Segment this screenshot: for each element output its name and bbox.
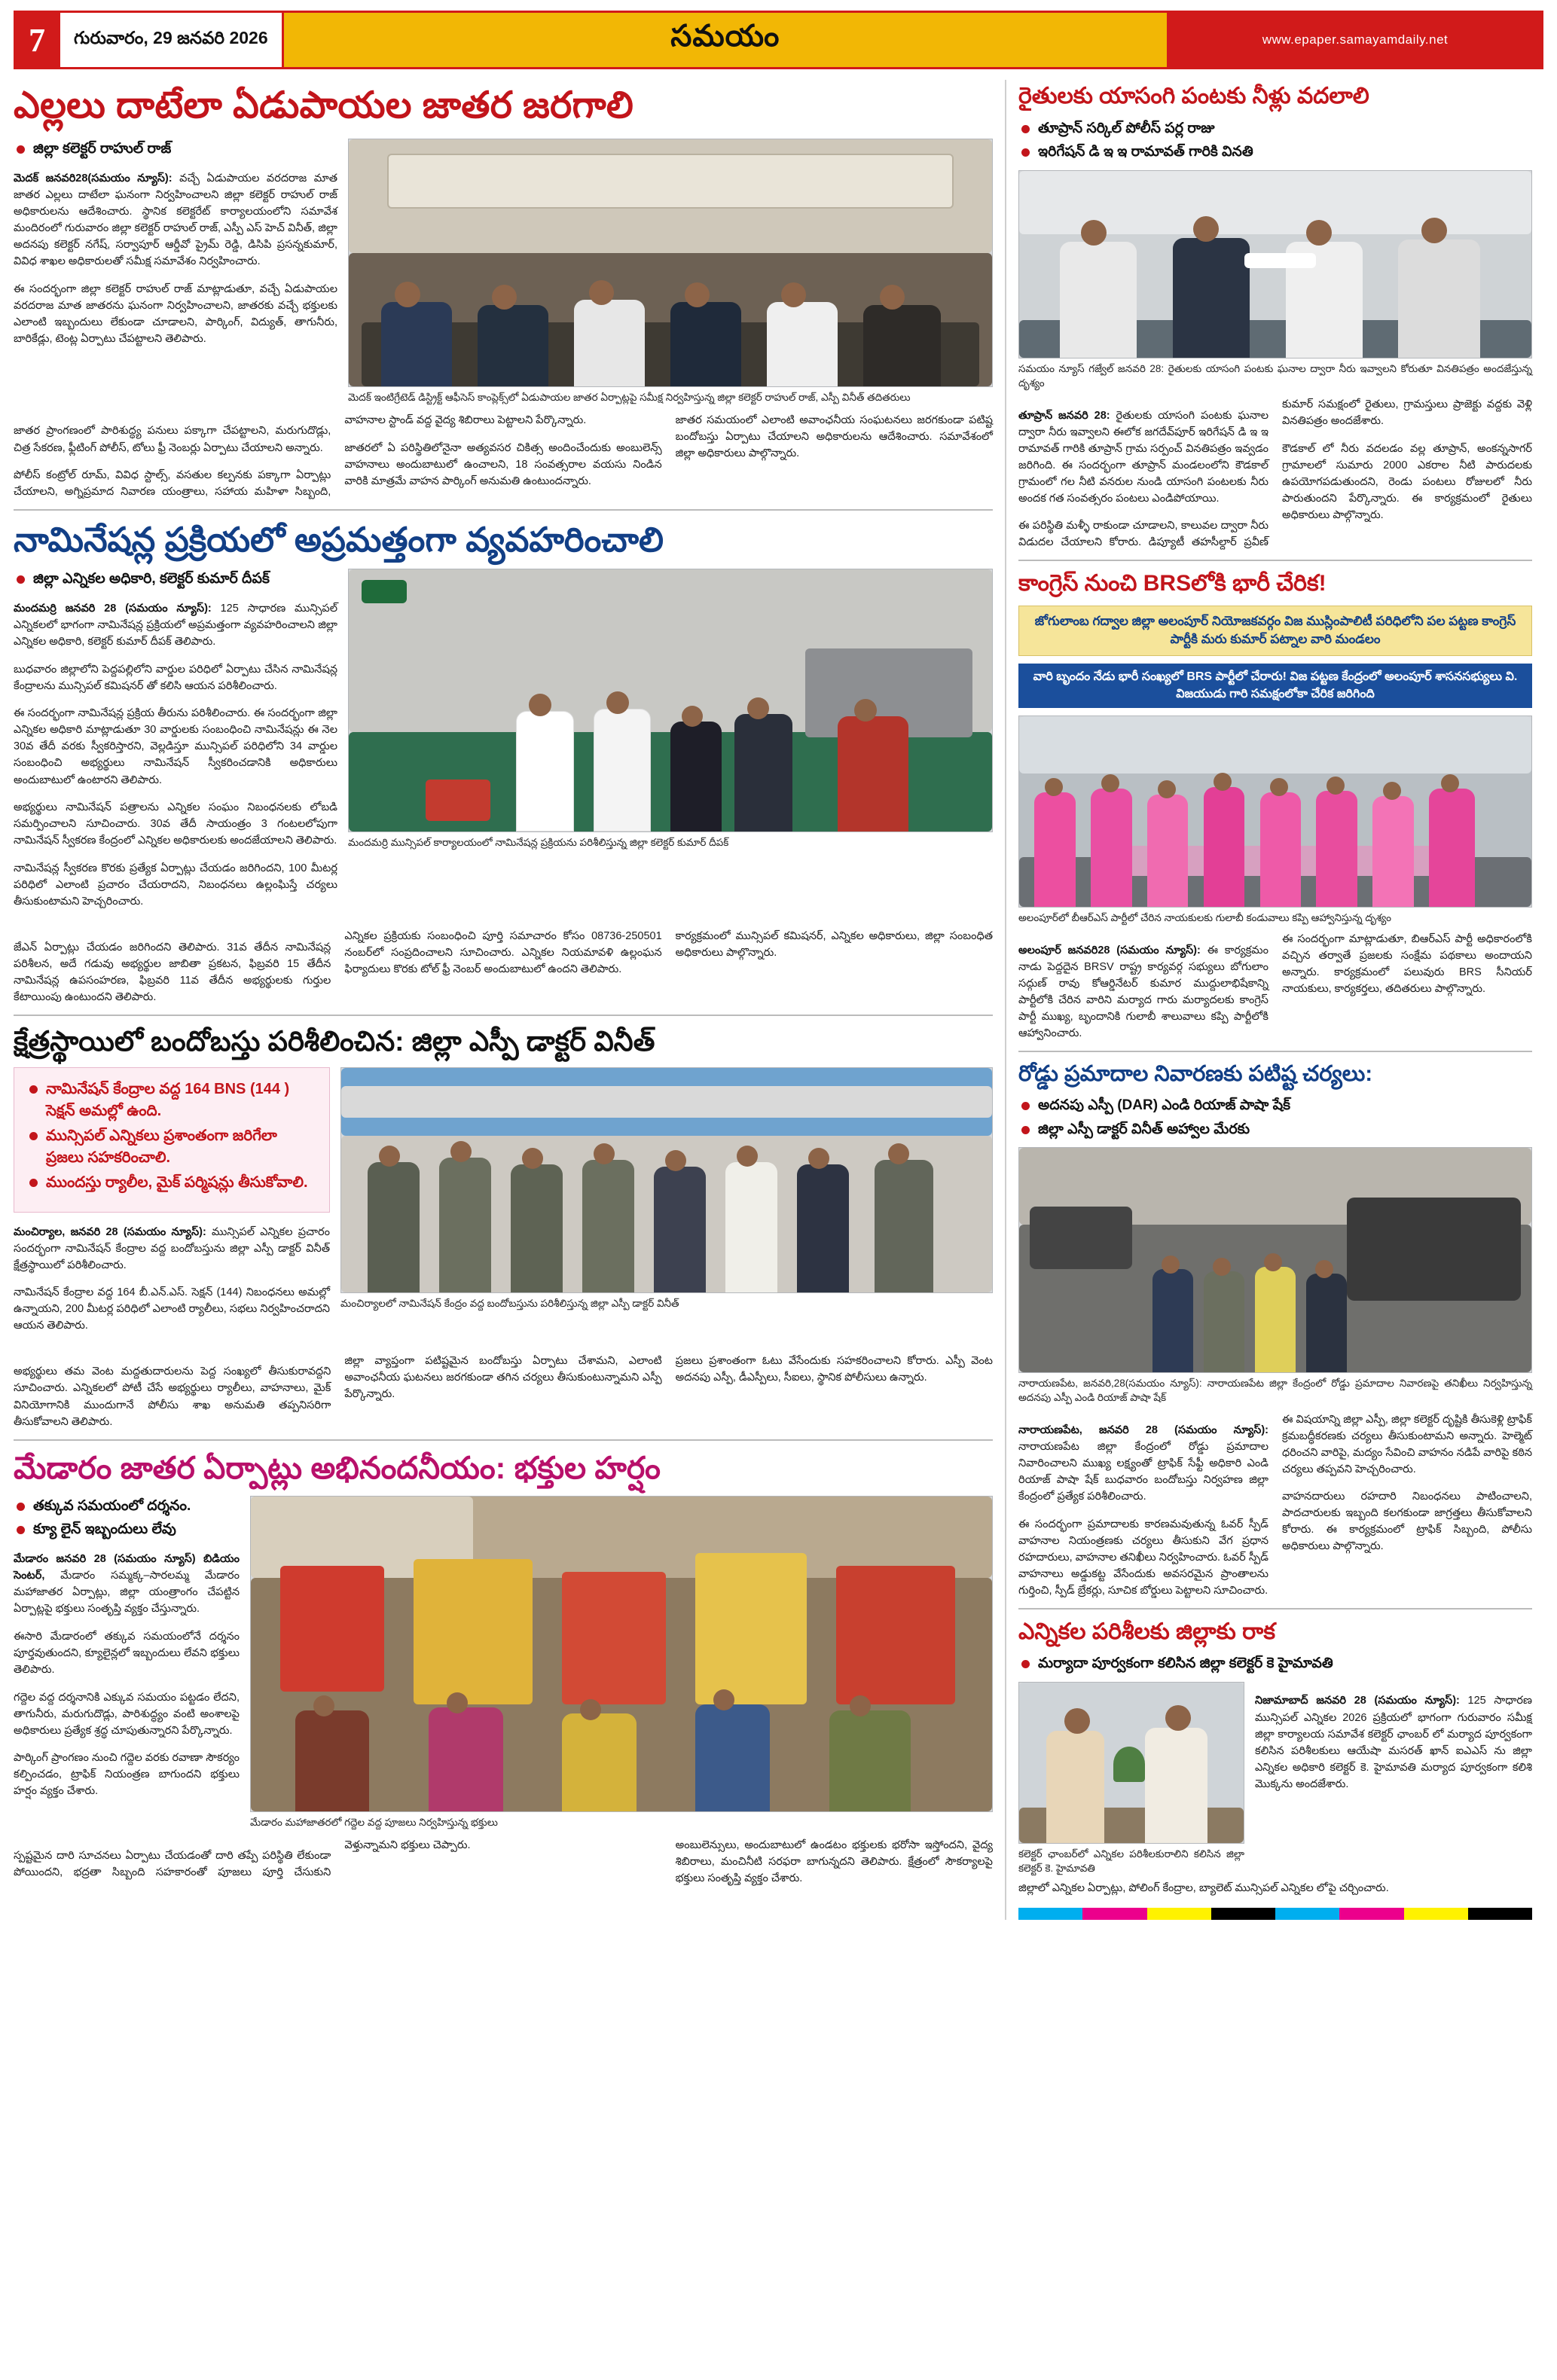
story3-para-0 — [14, 1224, 330, 1274]
story4-para-0 — [14, 1551, 240, 1617]
right2-body-0: ఈ కార్యక్రమం నాడు పెద్దదైన BRSV రాష్ట్ర కార్యవర్గ సభ్యులు బోగులాం సద్గుణ్ రావు కోఆర్డినేటర్ కుమార ముద్దులాభిషేకాన్ని పార్టీలోకి చేరిన వారిని మర్యాద గారు మర్యాదలకు కాంగ్రెస్ పార్టీ ముఖ్య, బృందానికి గులాబీ శాలువాలు కప్పి పార్టీలోకి ఆహ్వానించారు. — [1018, 944, 1268, 1039]
list-item: తక్కువ సమయంలో దర్శనం. — [14, 1496, 240, 1517]
list-item: ఇరిగేషన్ డి ఇ ఇ రామావత్ గారికి వినతి — [1018, 142, 1532, 163]
dateline: మెదక్ జనవరి28(సమయం న్యూస్): — [14, 172, 172, 185]
right3-body-1: ఈ సందర్భంగా ప్రమాదాలకు కారణమవుతున్న ఓవర్ స్పీడ్ వాహనాల నియంత్రణకు చర్యలు తీసుకుని వేగ ప్రధాన రహదారులు, వాహనాల తనిఖీలు నిర్వహించారు. ఓవర్ స్పీడ్ వాహనాలు అడ్డుకట్ట వేసేందుకు అవసరమైన ప్రాంతాలను గుర్తించి, స్పీడ్ బ్రేకర్లు, సూచిక బోర్డులు పెట్టాలని సూచించారు. — [1018, 1518, 1268, 1597]
list-item: తూప్రాన్ సర్కిల్ పోలీస్ పర్ల రాజు — [1018, 118, 1532, 139]
lead-headline: ఎల్లలు దాటేలా ఏడుపాయల జాతర జరగాలి — [14, 85, 634, 126]
dateline: తూప్రాన్ జనవరి 28: — [1018, 409, 1110, 422]
right2-headline: కాంగ్రెస్ నుంచి BRSలోకి భారీ చేరిక! — [1018, 571, 1327, 597]
article-road-safety — [1018, 1061, 1532, 1599]
right4-para-0 — [1255, 1692, 1532, 1792]
list-item: అదనపు ఎస్పీ (DAR) ఎండి రియాజ్ పాషా షేక్ — [1018, 1095, 1532, 1116]
story3-body-3: జిల్లా వ్యాప్తంగా పటిష్టమైన బందోబస్తు ఏర్పాటు చేశామని, ఎలాంటి అవాంఛనీయ ఘటనలు జరగకుండా తగిన చర్యలు తీసుకుంటున్నామని ఎస్పీ పేర్కొన్నారు. — [344, 1354, 662, 1400]
story4-bullets — [14, 1496, 240, 1540]
story3-highlight-box — [14, 1067, 330, 1213]
lead-body-5: జాతర సమయంలో ఎలాంటి అవాంఛనీయ సంఘటనలు జరగకుండా పటిష్ట బందోబస్తు ఏర్పాటు చేయాలని అధికారులను ఆదేశించారు. సమావేశంలో జిల్లా అధికారులు పాల్గొన్నారు. — [675, 413, 993, 460]
right2-blue-band: వారి బృందం నేడు భారీ సంఖ్యలో BRS పార్టీలో చేరారు! విజ పట్టణ కేంద్రంలో అలంపూర్ శాసనసభ్యులు వి. విజయుడు గారి సమక్షంలోకా చేరిక జరిగింది — [1018, 664, 1532, 708]
story3-body-0: మున్సిపల్ ఎన్నికల ప్రచారం సందర్భంగా నామినేషన్ కేంద్రాల వద్ద బందోబస్తును జిల్లా ఎస్పీ డాక్టర్ వినీత్ క్షేత్రస్థాయిలో పరిశీలించారు. — [14, 1225, 330, 1271]
right1-headline: రైతులకు యాసంగి పంటకు నీళ్లు వదలాలి — [1018, 84, 1369, 108]
right1-body-1: ఈ పరిస్థితి మళ్ళీ రాకుండా చూడాలని, కాలువల ద్వారా నీరు విడుదల చేయాలని కోరారు. డిప్యూటీ తహసీల్దార్ ప్రవీణ్ కుమార్ సమక్షంలో రైతులు, గ్రామస్తులు ప్రాజెక్టు వద్దకు వెళ్లి వినతిపత్రం అందజేశారు. — [1018, 398, 1532, 549]
story3-headline: క్షేత్రస్థాయిలో బందోబస్తు పరిశీలించిన: జిల్లా ఎస్పీ డాక్టర్ వినీత్ — [14, 1025, 655, 1057]
list-item: జిల్లా కలెక్టర్ రాహుల్ రాజ్ — [14, 139, 337, 160]
page-number: 7 — [14, 13, 60, 67]
photo-sp-inspection — [340, 1067, 993, 1293]
right4-body-0: 125 సాధారణ మున్సిపల్ ఎన్నికల 2026 ప్రక్రియలో భాగంగా గురువారం సమీక్ష జిల్లా కార్యాలయ సమావేశ కలెక్టర్ ఛాంబర్ లో మర్యాద పూర్వకంగా కలిసిన పరిశీలకులు ఆయేషా మసరత్ ఖాన్ ఐఎఎస్ ను జిల్లా ఎన్నికల అధికారి కలెక్టర్ కె. హైమావతి మర్యాద పూర్వకంగా కలిశి మొక్కను అందజేశారు. — [1255, 1695, 1532, 1790]
right2-photo-caption: అలంపూర్‌లో బీఆర్ఎస్ పార్టీలో చేరిన నాయకులకు గులాబీ కండువాలు కప్పి ఆహ్వానిస్తున్న దృశ్యం — [1018, 911, 1391, 923]
story4-body-0: మేడారం సమ్మక్క–సారలమ్మ మేడారం మహాజాతర ఏర్పాట్లు, జిల్లా యంత్రాంగం చేపట్టిన ఏర్పాట్లపై భక్తులు సంతృప్తి వ్యక్తం చేస్తున్నారు. — [14, 1570, 240, 1616]
dateline: నిజామాబాద్ జనవరి 28 (సమయం న్యూస్): — [1255, 1695, 1460, 1707]
article-brs-joining — [1018, 570, 1532, 1042]
right3-photo-caption: నారాయణపేట, జనవరి,28(సమయం న్యూస్): నారాయణపేట జిల్లా కేంద్రంలో రోడ్డు ప్రమాదాల నివారణపై తనిఖీలు నిర్వహిస్తున్న అదనపు ఎస్పీ ఎండి రియాజ్ పాషా షేక్ — [1018, 1378, 1532, 1404]
article-nominations — [14, 520, 993, 1005]
story3-body-1: నామినేషన్ కేంద్రాల వద్ద 164 బీ.ఎన్.ఎస్. సెక్షన్ (144) నిబంధనలు అమల్లో ఉన్నాయని, 200 మీటర్ల పరిధిలో ఎలాంటి ర్యాలీలు, సభలు నిర్వహించరాదని ఆయన తెలిపారు. — [14, 1286, 330, 1332]
story4-body-4: స్పష్టమైన దారి సూచనలు ఏర్పాటు చేయడంతో దారి తప్పే పరిస్థితి లేకుండా పోయిందని, భద్రతా సిబ్బంది సహకారంతో పూజలు పూర్తి చేసుకుని వెళ్తున్నామని భక్తులు చెప్పారు. — [14, 1838, 471, 1879]
story4-body-columns — [14, 1837, 993, 1887]
list-item: మున్సిపల్ ఎన్నికలు ప్రశాంతంగా జరిగేలా ప్రజలు సహకరించాలి. — [26, 1125, 317, 1169]
right4-bullets — [1018, 1653, 1532, 1674]
photo-collector-observer — [1018, 1682, 1244, 1844]
dateline: మేడారం జనవరి 28 (సమయం న్యూస్) బిడియం సెంటర్, — [14, 1553, 240, 1582]
list-item: నామినేషన్ కేంద్రాల వద్ద 164 BNS (144 ) సెక్షన్ అమల్లో ఉంది. — [26, 1079, 317, 1122]
right3-para-0 — [1018, 1422, 1268, 1505]
right2-body — [1018, 931, 1532, 1042]
list-item: క్యూ లైన్ ఇబ్బందులు లేవు — [14, 1519, 240, 1540]
epaper-url[interactable]: www.epaper.samayamdaily.net — [1167, 13, 1543, 67]
right4-headline: ఎన్నికల పరిశీలకు జిల్లాకు రాక — [1018, 1619, 1276, 1644]
story4-photo-caption: మేడారం మహాజాతరలో గద్దెల వద్ద పూజలు నిర్వహిస్తున్న భక్తులు — [250, 1816, 498, 1828]
right1-body — [1018, 396, 1532, 551]
lead-bullets — [14, 139, 337, 160]
right1-bullets — [1018, 118, 1532, 163]
publication-title: సమయం — [284, 13, 1167, 67]
right3-body-2: ఈ విషయాన్ని జిల్లా ఎస్పీ, జిల్లా కలెక్టర్ దృష్టికి తీసుకెళ్లి ట్రాఫిక్ క్రమబద్ధీకరణకు చర్యలు తీసుకుంటామని అన్నారు. హెల్మెట్ ధరించని వారిపై, మద్యం సేవించి వాహనం నడిపే వారిపై కఠిన చర్యలు తప్పవని హెచ్చరించారు. — [1282, 1413, 1532, 1475]
story3-photo-caption: మంచిర్యాలలో నామినేషన్ కేంద్రం వద్ద బందోబస్తును పరిశీలిస్తున్న జిల్లా ఎస్పీ డాక్టర్ వినీత్ — [340, 1298, 679, 1310]
left-column — [14, 80, 993, 1920]
right3-body-0: నారాయణపేట జిల్లా కేంద్రంలో రోడ్డు ప్రమాదాల నివారించాలని ముఖ్య లక్ష్యంతో ట్రాఫిక్ సేఫ్టీ అధికారి ఎండి రియాజ్ పాషా షేక్ బుధవారం బందోబస్తు నిర్వహణ జిల్లా కేంద్రంలో ప్రత్యేక పరిశీలించారు. — [1018, 1441, 1268, 1503]
list-item: మర్యాదా పూర్వకంగా కలిసిన జిల్లా కలెక్టర్ కె హైమావతి — [1018, 1653, 1532, 1674]
article-election-observer — [1018, 1619, 1532, 1896]
dateline: అలంపూర్ జనవరి28 (సమయం న్యూస్): — [1018, 944, 1201, 957]
right2-yellow-band: జోగులాంబ గద్వాల జిల్లా అలంపూర్ నియోజకవర్గం విజ ముస్లింపాలిటీ పరిధిలోని పల పట్టణ కాంగ్రెస్ పార్టీకి మరు కుమార్ పట్నాల వారి మండలం — [1018, 606, 1532, 656]
story2-headline: నామినేషన్ల ప్రక్రియలో అప్రమత్తంగా వ్యవహరించాలి — [14, 520, 664, 560]
story4-body-3: పార్కింగ్ ప్రాంగణం నుంచి గద్దెల వరకు రవాణా సౌకర్యం కల్పించడం, ట్రాఫిక్ నియంత్రణ బాగుందని భక్తులు హర్షం వ్యక్తం చేశారు. — [14, 1752, 240, 1798]
right1-body-0: రైతులకు యాసంగి పంటకు ఘనాల ద్వారా నీరు ఇవ్వాలని ఈలోక జగదేవ్‌పూర్ ఇరిగేషన్ డి ఇ ఇ రామావత్ గారికి తూప్రాన్ గ్రామ సర్పంచ్ వినతిపత్రం ఇవ్వడం జరిగింది. ఈ సందర్భంగా తూప్రాన్ మండలంలోని కౌడకాల్ గ్రామంలో గల నీటి వనరుల నుండి యాసంగి పంటలకు నీరు అందక గత సంవత్సరం పంటలు ఎండిపోయాయి. — [1018, 409, 1269, 505]
right2-para-0 — [1018, 942, 1268, 1042]
story3-body-columns — [14, 1353, 993, 1430]
story3-body-2: అభ్యర్థులు తమ వెంట మద్దతుదారులను పెద్ద సంఖ్యలో తీసుకురావద్దని సూచించారు. ఎన్నికలలో పోటీ చేసే అభ్యర్థులు ర్యాలీలు, వాహనాలు, మైక్ వినియోగానికి ముందుగానే పోలీసు శాఖ అనుమతి తప్పనిసరిగా తీసుకోవాలని తెలిపారు. — [14, 1365, 331, 1428]
lead-body-columns — [14, 412, 993, 500]
lead-body-4: జాతరలో ఏ పరిస్థితిలోనైనా అత్యవసర చికిత్స అందించేందుకు అంబులెన్స్ వాహనాలు అందుబాటులో ఉంచాలని, 18 సంవత్సరాల వయసు నిండిన వారికి మాత్రమే వాహన పార్కింగ్ అనుమతి ఉంటుందన్నారు. — [344, 441, 662, 487]
right4-body-1: జిల్లాలో ఎన్నికల ఏర్పాట్లు, పోలింగ్ కేంద్రాల, బ్యాలెట్ మున్సిపల్ ఎన్నికల లోపై చర్చించారు. — [1018, 1882, 1389, 1895]
photo-collector-meeting — [348, 139, 993, 387]
story4-headline: మేడారం జాతర ఏర్పాట్లు అభినందనీయం: భక్తుల హర్షం — [14, 1450, 661, 1485]
dateline: మంచిర్యాల, జనవరి 28 (సమయం న్యూస్): — [14, 1225, 206, 1238]
lead-body-3: పోలీస్ కంట్రోల్ రూమ్, వివిధ స్టాల్స్, వసతుల కల్పనకు పక్కాగా ఏర్పాట్లు చేయాలని, అగ్నిప్రమాద నివారణ యంత్రాలు, సహాయ మహిళా సిబ్బంది, వాహనాల స్టాండ్ వద్ద వైద్య శిబిరాలు పెట్టాలని పేర్కొన్నారు. — [14, 413, 587, 499]
lead-para-0 — [14, 170, 337, 270]
right3-bullets — [1018, 1095, 1532, 1140]
photo-nomination-centre — [348, 569, 993, 832]
lead-photo-caption: మెదక్ ఇంటిగ్రేటెడ్ డిస్ట్రిక్ట్ ఆఫీసెస్ కాంప్లెక్స్‌లో ఏడుపాయల జాతర ఏర్పాట్లపై సమీక్ష నిర్వహిస్తున్న జిల్లా కలెక్టర్ రాహుల్ రాజ్, ఎస్పీ వినీత్ తదితరులు — [348, 391, 911, 403]
right-column — [1005, 80, 1532, 1920]
issue-date: గురువారం, 29 జనవరి 2026 — [60, 13, 284, 67]
story4-body-5: అంబులెన్సులు, అందుబాటులో ఉండటం భక్తులకు భరోసా ఇస్తోందని, వైద్య శిబిరాలు, మంచినీటి సరఫరా బాగున్నదని తెలిపారు. క్షేత్రంలో సౌకర్యాలపై భక్తులు సంతృప్తి వ్యక్తం చేశారు. — [675, 1838, 993, 1884]
photo-road-inspection — [1018, 1147, 1532, 1373]
story2-body-4: నామినేషన్ల స్వీకరణ కొరకు ప్రత్యేక ఏర్పాట్లు చేయడం జరిగిందని, 100 మీటర్ల పరిధిలో ఎలాంటి ప్రచారం చేయరాదని, నిబంధనలు ఉల్లంఘిస్తే చర్యలు తీసుకుంటామని హెచ్చరించారు. — [14, 862, 337, 908]
dateline: నారాయణపేట, జనవరి 28 (సమయం న్యూస్): — [1018, 1424, 1268, 1437]
right3-body — [1018, 1411, 1532, 1599]
story2-body-0: 125 సాధారణ మున్సిపల్ ఎన్నికలలో భాగంగా నామినేషన్ల ప్రక్రియలో అప్రమత్తంగా వ్యవహరించాలని జిల్లా ఎన్నికల అధికారి, కలెక్టర్ కుమార్ దీపక్ తెలిపారు. — [14, 603, 337, 648]
right1-body-2: కౌడకాల్ లో నీరు వదలడం వల్ల తూప్రాన్, అంకన్నసాగర్ గ్రామాలలో సుమారు 2000 ఎకరాల నీటి పారుదలకు ఉపయోగపడుతుందని, రెండు పంటలు రోజులలో నీరు పారుతుందని పేర్కొన్నారు. ఈ కార్యక్రమంలో రైతులు అధికారులు పాల్గొన్నారు. — [1282, 442, 1532, 521]
list-item: జిల్లా ఎస్పీ డాక్టర్ వినీత్ అహ్వాల మేరకు — [1018, 1119, 1532, 1140]
list-item: ముందస్తు ర్యాలీల, మైక్ పర్మిషన్లు తీసుకోవాలి. — [26, 1172, 317, 1194]
photo-irrigation-petition — [1018, 170, 1532, 359]
story4-body-2: గద్దెల వద్ద దర్శనానికి ఎక్కువ సమయం పట్టడం లేదని, తాగునీరు, మరుగుదొడ్లు, పారిశుద్ధ్యం వంటి అంశాలపై అధికారులు ప్రత్యేక శ్రద్ధ చూపుతున్నారని పేర్కొన్నారు. — [14, 1691, 240, 1737]
right2-body-1: ఈ సందర్భంగా మాట్లాడుతూ, బిఆర్ఎస్ పార్టీ అధికారంలోకి వచ్చిన తర్వాతే ప్రజలకు సంక్షేమ పథకాలు అందాయని అన్నారు. కార్యక్రమంలో పలువురు BRS సీనియర్ నాయకులు, కార్యకర్తలు, తదితరులు పాల్గొన్నారు. — [1282, 933, 1532, 996]
right3-body-3: వాహనదారులు రహదారి నిబంధనలు పాటించాలని, పాదచారులకు ఇబ్బంది కలగకుండా జాగ్రత్తలు తీసుకోవాలని కోరారు. ఈ కార్యక్రమంలో ట్రాఫిక్ సిబ్బంది, పోలీసు అధికారులు పాల్గొన్నారు. — [1282, 1491, 1532, 1553]
right1-photo-caption: సమయం న్యూస్ గజ్వేల్ జనవరి 28: రైతులకు యాసంగి పంటకు ఘనాల ద్వారా నీరు ఇవ్వాలని కోరుతూ వినతిపత్రం అందజేస్తున్న దృశ్యం — [1018, 362, 1532, 389]
article-lead — [14, 84, 993, 500]
story2-body-5: జేఎన్ ఏర్పాట్లు చేయడం జరిగిందని తెలిపారు. 31వ తేదీన నామినేషన్ల పరిశీలన, అదే గడువు అభ్యర్థుల జాబితా ప్రకటన, ఫిబ్రవరి 15 తేదీన నామినేషన్ల ఉపసంహరణ, ఫిబ్రవరి 11వ తేదీన అభ్యర్థులకు గుర్తుల కేటాయింపు ఉంటుందని తెలిపారు. — [14, 941, 331, 1003]
right1-para-0 — [1018, 407, 1268, 507]
lead-body-0: వచ్చే ఏడుపాయల వరదరాజ మాత జాతర ఎల్లలు దాటేలా ఘనంగా నిర్వహించాలని జిల్లా కలెక్టర్ రాహుల్ రాజ్ అధికారులను ఆదేశించారు. స్థానిక కలెక్టరేట్ కార్యాలయంలోని సమావేశ మందిరంలో గురువారం జిల్లా కలెక్టర్ రాహుల్ రాజ్, ఎస్పీ ఎస్ హెచ్ వినీత్, జిల్లా అదనపు కలెక్టర్ నగేష్, సర్వాపూర్ ఆర్డీవో ప్రైమ్ రెడ్డి, డిసిపి ప్రసన్నకుమార్, వివిధ శాఖల అధికారులతో సమీక్ష సమావేశం నిర్వహించారు. — [14, 172, 337, 268]
story4-body-1: ఈసారి మేడారంలో తక్కువ సమయంలోనే దర్శనం పూర్తవుతుందని, క్యూలైన్లలో ఇబ్బందులు లేవని భక్తులు తెలిపారు. — [14, 1630, 240, 1677]
story2-para-0 — [14, 600, 337, 650]
story2-body-6: ఎన్నికల ప్రక్రియకు సంబంధించి పూర్తి సమాచారం కోసం 08736-250501 నంబర్‌లో సంప్రదించాలని సూచించారు. ఎన్నికల నియమావళి ఉల్లంఘన ఫిర్యాదులు కొరకు టోల్ ఫ్రీ నెంబర్ అందుబాటులో ఉందని తెలిపారు. — [344, 930, 662, 976]
article-medaram — [14, 1450, 993, 1887]
right3-headline: రోడ్డు ప్రమాదాల నివారణకు పటిష్ట చర్యలు: — [1018, 1061, 1372, 1086]
story2-body-columns — [14, 928, 993, 1005]
story2-bullets — [14, 569, 337, 590]
story2-body-1: బుధవారం జిల్లాలోని పెద్దపల్లిలోని వార్డుల పరిధిలో ఏర్పాటు చేసిన నామినేషన్ల కేంద్రాలను మున్సిపల్ కమిషనర్ తో కలిసి ఆయన పరిశీలించారు. — [14, 663, 337, 692]
list-item: జిల్లా ఎన్నికల అధికారి, కలెక్టర్ కుమార్ దీపక్ — [14, 569, 337, 590]
story2-body-2: ఈ సందర్భంగా నామినేషన్ల ప్రక్రియ తీరును పరిశీలించారు. ఈ సందర్భంగా జిల్లా ఎన్నికల అధికారి మాట్లాడుతూ 30 వార్డులకు సంబంధించి నామినేషన్లు ఈ నెల 30వ తేదీ వరకు స్వీకరిస్తారని, వెల్లడిస్తూ మున్సిపల్ పరిధిలోని 34 వార్డుల సంబంధించి అభ్యర్థులు నామినేషన్ స్వీకరించడానికి అధికారులు అందుబాటులో ఉంటారని తెలిపారు. — [14, 707, 337, 786]
story3-body-4: ప్రజలు ప్రశాంతంగా ఓటు వేసేందుకు సహకరించాలని కోరారు. ఎస్పీ వెంట అదనపు ఎస్పీ, డీఎస్పీలు, సీఐలు, స్థానిక పోలీసులు ఉన్నారు. — [675, 1354, 993, 1384]
registration-color-bars — [1018, 1908, 1532, 1920]
photo-medaram-jatara — [250, 1496, 993, 1812]
story2-body-7: కార్యక్రమంలో మున్సిపల్ కమిషనర్, ఎన్నికల అధికారులు, జిల్లా సంబంధిత అధికారులు పాల్గొన్నారు. — [675, 930, 993, 960]
story2-photo-caption: మందమర్రి మున్సిపల్ కార్యాలయంలో నామినేషన్ల ప్రక్రియను పరిశీలిస్తున్న జిల్లా కలెక్టర్ కుమార్ దీపక్ — [348, 837, 729, 849]
article-irrigation — [1018, 83, 1532, 551]
photo-brs-joining — [1018, 716, 1532, 908]
right4-photo-caption: కలెక్టర్ ఛాంబర్‌లో ఎన్నికల పరిశీలకురాలిని కలిసిన జిల్లా కలెక్టర్ కె. హైమావతి — [1018, 1848, 1244, 1875]
story3-box-bullets — [26, 1079, 317, 1194]
masthead — [14, 11, 1543, 69]
article-sp-bandobast — [14, 1025, 993, 1430]
dateline: మందమర్రి జనవరి 28 (సమయం న్యూస్): — [14, 603, 212, 615]
lead-body-2: జాతర ప్రాంగణంలో పారిశుద్ధ్య పనులు పక్కాగా చేపట్టాలని, మరుగుదొడ్లు, చిత్ర సేకరణ, ఫ్లీటింగ్ పోలీస్, టోలు ఫ్రీ నెంబర్లు ఏర్పాటు చేయాలని అన్నారు. — [14, 425, 331, 454]
lead-para-1: ఈ సందర్భంగా జిల్లా కలెక్టర్ రాహుల్ రాజ్ మాట్లాడుతూ, వచ్చే ఏడుపాయల వరదరాజ మాత జాతరను ఘనంగా నిర్వహించాలని, జాతరకు వచ్చే భక్తులకు ఎలాంటి ఇబ్బందులు లేకుండా చూడాలని, పార్కింగ్, విద్యుత్, తాగునీరు, బారికేడ్లు, టెంట్ల ఏర్పాటు చేపట్టాలని తెలిపారు. — [14, 282, 337, 345]
story2-body-3: అభ్యర్థులు నామినేషన్ పత్రాలను ఎన్నికల సంఘం నిబంధనలకు లోబడి సమర్పించాలని సూచించారు. 30వ తేదీ సాయంత్రం 3 గంటలలోపుగా నామినేషన్ స్వీకరణ కేంద్రంలో ఎన్నికల అధికారులకు అందజేయాలని తెలిపారు. — [14, 801, 337, 847]
